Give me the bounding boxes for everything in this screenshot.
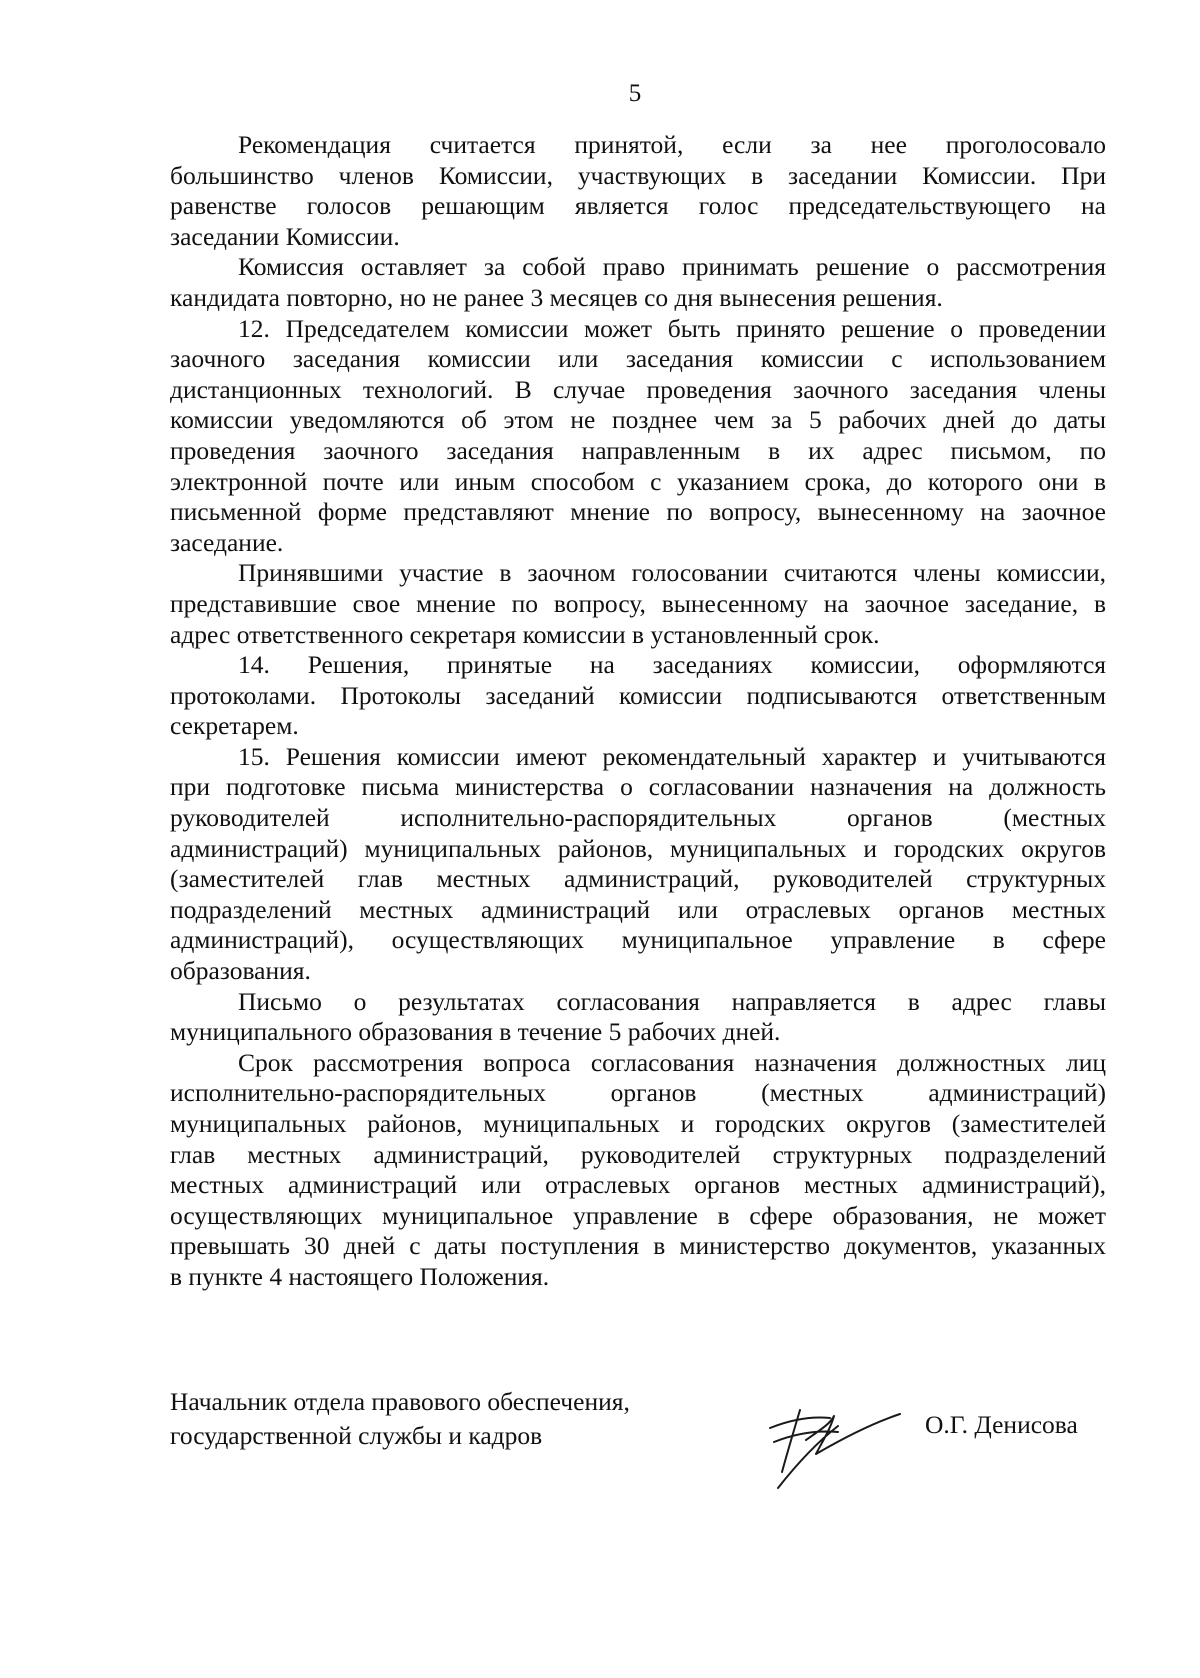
text-line: исполнительно-распорядительных органов (местных администраций) bbox=[170, 1078, 1106, 1108]
text-line: заседание. bbox=[170, 527, 284, 557]
text-line: муниципального образования в течение 5 рабочих дней. bbox=[170, 1017, 781, 1047]
text-line: 15. Решения комиссии имеют рекомендательный характер и учитываются bbox=[238, 741, 1106, 771]
text-line: Письмо о результатах согласования направляется в адрес главы bbox=[238, 986, 1106, 1016]
text-line: представившие свое мнение по вопросу, вынесенному на заочное заседание, в bbox=[170, 588, 1106, 618]
text-line: осуществляющих муниципальное управление в сфере образования, не может bbox=[170, 1200, 1106, 1230]
paragraph-recommendation bbox=[170, 130, 1106, 252]
text-line: Рекомендация считается принятой, если за нее проголосовало bbox=[238, 130, 1106, 159]
paragraph-item-12 bbox=[170, 314, 1106, 559]
signer-name: О.Г. Денисова bbox=[925, 1410, 1078, 1439]
text-line: секретарем. bbox=[170, 711, 299, 741]
text-line: глав местных администраций, руководителей структурных подразделений bbox=[170, 1139, 1106, 1169]
paragraph-letter bbox=[170, 987, 1106, 1048]
text-line: превышать 30 дней с даты поступления в министерство документов, указанных bbox=[170, 1231, 1106, 1261]
text-line: местных администраций или отраслевых органов местных администраций), bbox=[170, 1170, 1106, 1200]
text-line: протоколами. Протоколы заседаний комиссии подписываются ответственным bbox=[170, 680, 1106, 710]
text-line: равенстве голосов решающим является голос председательствующего на bbox=[170, 191, 1106, 221]
text-line: большинство членов Комиссии, участвующих в заседании Комиссии. При bbox=[170, 160, 1106, 190]
text-line: (заместителей глав местных администраций, руководителей структурных bbox=[170, 864, 1106, 894]
paragraph-reconsideration bbox=[170, 252, 1106, 313]
text-line: заочного заседания комиссии или заседания комиссии с использованием bbox=[170, 344, 1106, 374]
position-line: Начальник отдела правового обеспечения, bbox=[170, 1387, 630, 1416]
text-line: письменной форме представляют мнение по вопросу, вынесенному на заочное bbox=[170, 497, 1106, 527]
text-line: администраций) муниципальных районов, муниципальных и городских округов bbox=[170, 833, 1106, 863]
text-line: при подготовке письма министерства о согласовании назначения на должность bbox=[170, 772, 1106, 802]
text-line: руководителей исполнительно-распорядительных органов (местных bbox=[170, 803, 1106, 833]
signatory-position bbox=[170, 1385, 630, 1453]
text-line: муниципальных районов, муниципальных и городских округов (заместителей bbox=[170, 1109, 1106, 1138]
text-line: 14. Решения, принятые на заседаниях комиссии, оформляются bbox=[238, 650, 1106, 680]
text-line: Комиссия оставляет за собой право принимать решение о рассмотрения bbox=[238, 252, 1106, 282]
text-line: Принявшими участие в заочном голосовании считаются члены комиссии, bbox=[238, 558, 1106, 588]
text-line: 12. Председателем комиссии может быть принято решение о проведении bbox=[238, 313, 1106, 343]
position-line: государственной службы и кадров bbox=[170, 1421, 543, 1450]
text-line: заседании Комиссии. bbox=[170, 221, 400, 251]
text-line: Срок рассмотрения вопроса согласования назначения должностных лиц bbox=[238, 1047, 1106, 1077]
text-line: в пункте 4 настоящего Положения. bbox=[170, 1261, 550, 1291]
text-line: кандидата повторно, но не ранее 3 месяцев со дня вынесения решения. bbox=[170, 282, 943, 312]
paragraph-absentee-voting bbox=[170, 558, 1106, 650]
paragraph-item-15 bbox=[170, 742, 1106, 987]
text-line: дистанционных технологий. В случае проведения заочного заседания члены bbox=[170, 374, 1106, 404]
text-line: адрес ответственного секретаря комиссии в установленный срок. bbox=[170, 619, 880, 649]
text-line: администраций), осуществляющих муниципальное управление в сфере bbox=[170, 925, 1106, 955]
handwritten-signature bbox=[760, 1390, 910, 1490]
text-line: подразделений местных администраций или отраслевых органов местных bbox=[170, 894, 1106, 924]
paragraph-review-period bbox=[170, 1048, 1106, 1293]
text-line: проведения заочного заседания направленным в их адрес письмом, по bbox=[170, 435, 1106, 465]
text-line: комиссии уведомляются об этом не позднее чем за 5 рабочих дней до даты bbox=[170, 405, 1106, 435]
paragraph-item-14 bbox=[170, 650, 1106, 742]
text-line: образования. bbox=[170, 956, 311, 986]
document-body bbox=[170, 130, 1106, 1293]
text-line: электронной почте или иным способом с указанием срока, до которого они в bbox=[170, 466, 1106, 496]
page-number: 5 bbox=[628, 80, 642, 107]
